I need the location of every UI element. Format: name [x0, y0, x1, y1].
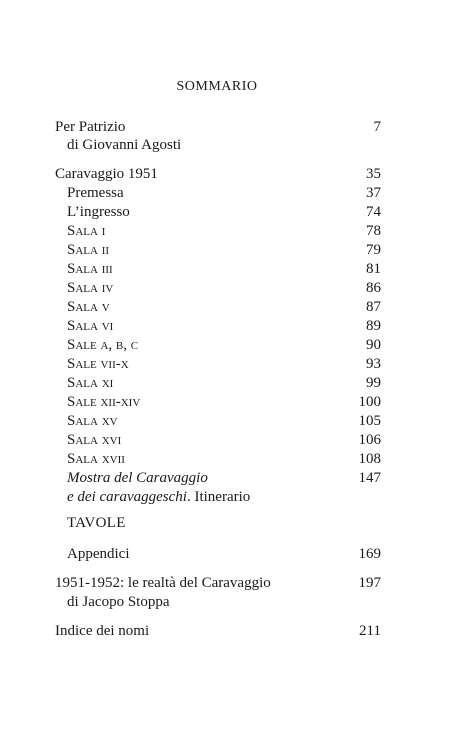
toc-entry-page: 79 [366, 242, 381, 258]
toc-entry-label: Sala xvii [67, 451, 125, 467]
toc-entry-page: 93 [366, 356, 381, 372]
toc-entry-sala-xi [55, 374, 381, 393]
toc-entry-page: 99 [366, 375, 381, 391]
toc-entry-realta-caravaggio [55, 574, 381, 593]
toc-entry-label: Caravaggio 1951 [55, 166, 158, 182]
toc-entry-page: 90 [366, 337, 381, 353]
toc-entry-label: Sala xi [67, 375, 114, 391]
toc-entry-page: 35 [366, 166, 381, 182]
toc-entry-page: 78 [366, 223, 381, 239]
toc-entry-page: 89 [366, 318, 381, 334]
toc-entry-page: 74 [366, 204, 381, 220]
toc-entry-page: 197 [358, 575, 381, 591]
toc-entry-label: Sale vii-x [67, 356, 129, 372]
toc-entry-ingresso [55, 203, 381, 222]
toc-entry-label: Sala iii [67, 261, 113, 277]
toc-entry-label: di Giovanni Agosti [67, 137, 182, 153]
toc-entry-label: Sala xvi [67, 432, 122, 448]
page-title: SOMMARIO [176, 79, 258, 94]
toc-entry-label: 1951-1952: le realtà del Caravaggio [55, 575, 271, 591]
toc-entry-page: 7 [373, 119, 381, 135]
toc-entry-sale-xii-xiv [55, 393, 381, 412]
toc-entry-sale-a-b-c [55, 336, 381, 355]
toc-entry-sala-xvii [55, 450, 381, 469]
toc-entry-sala-i [55, 222, 381, 241]
toc-entry-page: 106 [358, 432, 381, 448]
toc-entry-page: 169 [358, 546, 381, 562]
toc-entry-page: 86 [366, 280, 381, 296]
toc-entry-per-patrizio [55, 118, 381, 137]
toc-entry-sala-v [55, 298, 381, 317]
toc-entry-page: 37 [366, 185, 381, 201]
toc-entry-page: 100 [358, 394, 381, 410]
toc-entry-sala-vi [55, 317, 381, 336]
toc-entry-label: di Jacopo Stoppa [67, 594, 170, 610]
toc-section-tavole: TAVOLE [67, 515, 126, 531]
toc-entry-author-agosti [55, 136, 381, 155]
toc-entry-label [67, 488, 250, 507]
toc-entry-author-stoppa [55, 593, 381, 612]
toc-entry-label-rest: . Itinerario [186, 489, 251, 505]
toc-entry-sala-xvi [55, 431, 381, 450]
toc-entry-label: Sala ii [67, 242, 110, 258]
toc-entry-label: Sale xii-xiv [67, 394, 141, 410]
toc-entry-label: Sale a, b, c [67, 337, 139, 353]
toc-entry-label: Indice dei nomi [55, 623, 150, 639]
toc-entry-italic-title: e dei caravaggeschi [67, 489, 187, 505]
toc-entry-page: 87 [366, 299, 381, 315]
toc-entry-label: Sala xv [67, 413, 118, 429]
toc-entry-label: L’ingresso [67, 204, 130, 220]
toc-entry-mostra [55, 469, 381, 488]
toc-entry-appendici [55, 545, 381, 564]
toc-entry-sala-ii [55, 241, 381, 260]
toc-entry-page: 211 [359, 623, 381, 639]
toc-entry-sala-iii [55, 260, 381, 279]
toc-entry-page: 81 [366, 261, 381, 277]
toc-entry-label: Sala vi [67, 318, 114, 334]
toc-entry-caravaggio-1951 [55, 165, 381, 184]
toc-entry-sale-vii-x [55, 355, 381, 374]
toc-entry-italic-title: Mostra del Caravaggio [67, 470, 208, 486]
toc-entry-itinerario [55, 488, 381, 507]
toc-entry-sala-iv [55, 279, 381, 298]
toc-entry-label: Sala iv [67, 280, 114, 296]
toc-entry-label: Sala v [67, 299, 110, 315]
toc-entry-label [67, 469, 208, 488]
toc-entry-indice-dei-nomi [55, 622, 381, 641]
toc-entry-page: 108 [358, 451, 381, 467]
toc-entry-label: Premessa [67, 185, 124, 201]
toc-entry-label: Appendici [67, 546, 130, 562]
toc-entry-sala-xv [55, 412, 381, 431]
toc-entry-premessa [55, 184, 381, 203]
toc-entry-label: Sala i [67, 223, 106, 239]
toc-entry-label: Per Patrizio [55, 119, 126, 135]
toc-entry-page: 147 [358, 470, 381, 486]
toc-entry-page: 105 [358, 413, 381, 429]
